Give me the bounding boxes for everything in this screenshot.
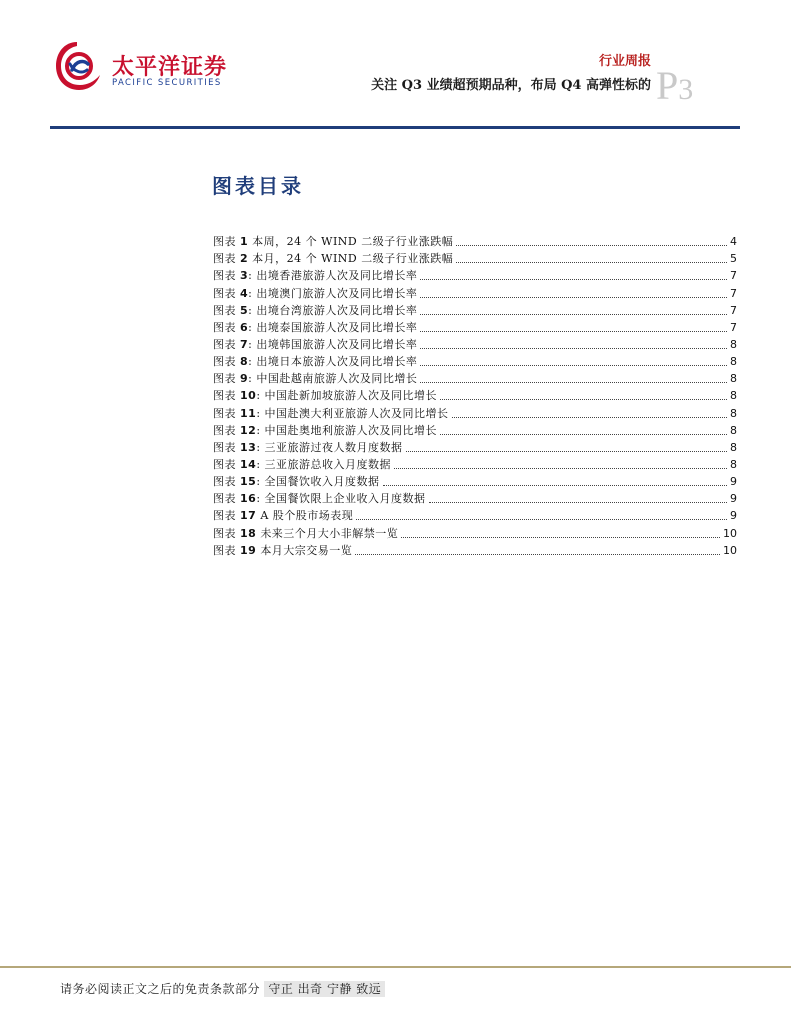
toc-entry-text: 中国赴越南旅游人次及同比增长 (256, 372, 418, 386)
toc-entry-separator: : (256, 457, 265, 471)
pacific-securities-logo-icon (52, 38, 102, 94)
toc-entry-leader-dots (440, 433, 727, 435)
toc-entry-number: 8 (240, 355, 249, 369)
toc-entry-prefix: 图表 (213, 337, 236, 351)
page-mark-number: 3 (678, 73, 694, 106)
toc-entry-prefix: 图表 (213, 252, 236, 266)
toc-entry-prefix: 图表 (213, 269, 236, 283)
toc-entry-leader-dots (383, 484, 727, 486)
toc-entry-separator: : (248, 372, 257, 386)
toc-entry-text: 中国赴奥地利旅游人次及同比增长 (264, 423, 438, 437)
toc-entry-leader-dots (406, 450, 727, 452)
toc-entry-prefix: 图表 (213, 286, 236, 300)
toc-entry-label (213, 321, 417, 335)
toc-entry-prefix: 图表 (213, 235, 236, 249)
toc-entry-number: 14 (240, 457, 257, 471)
toc-entry-label (213, 509, 353, 523)
toc-entry-label (213, 304, 417, 318)
toc-entry[interactable] (213, 352, 737, 369)
toc-entry-number: 9 (240, 372, 249, 386)
toc-entry[interactable] (213, 266, 737, 283)
toc-entry-page: 7 (730, 303, 737, 317)
page-mark-letter: P (656, 63, 679, 108)
toc-entry-leader-dots (420, 313, 727, 315)
toc-entry-leader-dots (420, 381, 727, 383)
toc-entry-number: 18 (240, 526, 257, 540)
page-number-mark (656, 62, 693, 109)
toc-entry-leader-dots (420, 347, 727, 349)
toc-entry-page: 9 (730, 509, 737, 523)
toc-entry-page: 7 (730, 286, 737, 300)
toc-title: 图表目录 (212, 174, 304, 198)
toc-entry[interactable] (213, 301, 737, 318)
toc-entry-separator: : (256, 406, 265, 420)
toc-entry-prefix: 图表 (213, 303, 236, 317)
toc-entry-separator: : (248, 269, 257, 283)
toc-entry-text: 出境澳门旅游人次及同比增长率 (256, 286, 418, 300)
toc-entry-leader-dots (394, 467, 727, 469)
toc-entry-prefix: 图表 (213, 320, 236, 334)
toc-entry-prefix: 图表 (213, 406, 236, 420)
toc-entry-number: 12 (240, 423, 257, 437)
toc-entry-text: 全国餐饮限上企业收入月度数据 (264, 492, 426, 506)
toc-entry-leader-dots (420, 330, 727, 332)
toc-entry[interactable] (213, 421, 737, 438)
toc-entry-leader-dots (456, 244, 727, 246)
toc-entry-leader-dots (420, 296, 727, 298)
toc-entry-page: 8 (730, 457, 737, 471)
toc-entry-page: 8 (730, 389, 737, 403)
toc-entry-prefix: 图表 (213, 355, 236, 369)
toc-entry-text: 本月，24 个 WIND 二级子行业涨跌幅 (252, 252, 454, 266)
toc-entry-prefix: 图表 (213, 543, 236, 557)
toc-entry-label (213, 269, 417, 283)
report-subtitle: 关注 Q3 业绩超预期品种，布局 Q4 高弹性标的 (371, 78, 651, 93)
toc-entry-text: 本周，24 个 WIND 二级子行业涨跌幅 (252, 235, 454, 249)
toc-entry[interactable] (213, 541, 737, 558)
logo-name-cn: 太平洋证券 (112, 55, 228, 80)
toc-entry[interactable] (213, 472, 737, 489)
toc-entry-separator: : (256, 492, 265, 506)
toc-entry-prefix: 图表 (213, 509, 236, 523)
company-logo (52, 38, 232, 98)
toc-entry[interactable] (213, 318, 737, 335)
toc-entry-prefix: 图表 (213, 475, 236, 489)
toc-entry-number: 6 (240, 320, 249, 334)
toc-entry[interactable] (213, 369, 737, 386)
toc-entry-leader-dots (356, 518, 727, 520)
toc-entry-leader-dots (420, 364, 727, 366)
toc-entry-page: 8 (730, 372, 737, 386)
toc-entry-number: 15 (240, 475, 257, 489)
toc-entry-page: 7 (730, 269, 737, 283)
toc-entry-leader-dots (429, 501, 727, 503)
toc-entry[interactable] (213, 232, 737, 249)
toc-entry-page: 8 (730, 406, 737, 420)
toc-entry-label (213, 475, 380, 489)
toc-entry[interactable] (213, 438, 737, 455)
toc-entry-leader-dots (401, 536, 720, 538)
footer (60, 980, 385, 997)
toc-entry-text: 出境泰国旅游人次及同比增长率 (256, 320, 418, 334)
toc-entry-page: 10 (723, 543, 737, 557)
toc-entry-prefix: 图表 (213, 526, 236, 540)
toc-entry-text: 未来三个月大小非解禁一览 (260, 526, 399, 540)
toc-entry-number: 17 (240, 509, 257, 523)
toc-entry-number: 4 (240, 286, 249, 300)
toc-entry-text: 中国赴澳大利亚旅游人次及同比增长 (264, 406, 449, 420)
toc-entry[interactable] (213, 249, 737, 266)
toc-entry-text: 本月大宗交易一览 (260, 543, 353, 557)
toc-entry-number: 3 (240, 269, 249, 283)
toc-entry-label (213, 235, 453, 249)
toc-entry-label (213, 407, 449, 421)
toc-entry-separator: : (256, 440, 265, 454)
toc-entry-separator: : (248, 286, 257, 300)
toc-entry-label (213, 355, 417, 369)
toc-entry-separator: : (248, 355, 257, 369)
footer-disclaimer: 请务必阅读正文之后的免责条款部分 (60, 982, 261, 996)
toc-entry-label (213, 389, 437, 403)
toc-entry-label (213, 338, 417, 352)
toc-entry-prefix: 图表 (213, 389, 236, 403)
toc-entry-separator: : (256, 475, 265, 489)
toc-entry-prefix: 图表 (213, 423, 236, 437)
toc-entry-page: 8 (730, 355, 737, 369)
toc-entry-text: 中国赴新加坡旅游人次及同比增长 (264, 389, 438, 403)
toc-entry-text: 出境日本旅游人次及同比增长率 (256, 355, 418, 369)
report-type: 行业周报 (598, 54, 651, 69)
toc-entry-number: 1 (240, 235, 249, 249)
toc-entry-label (213, 544, 352, 558)
toc-entry-page: 9 (730, 475, 737, 489)
toc-entry-label (213, 424, 437, 438)
header-divider (50, 126, 740, 129)
toc-entry[interactable] (213, 455, 737, 472)
toc-entry-label (213, 527, 398, 541)
toc-entry-label (213, 287, 417, 301)
toc-entry-label (213, 372, 417, 386)
toc-entry-number: 2 (240, 252, 249, 266)
toc-entry-prefix: 图表 (213, 372, 236, 386)
toc-entry-label (213, 252, 453, 266)
toc-entry-label (213, 492, 426, 506)
logo-name-en: PACIFIC SECURITIES (112, 78, 222, 88)
toc-entry-separator: : (256, 423, 265, 437)
toc-entry-leader-dots (440, 398, 727, 400)
toc-entry-number: 5 (240, 303, 249, 317)
toc-entry-page: 5 (730, 252, 737, 266)
toc-entry-leader-dots (452, 416, 727, 418)
toc-entry-number: 19 (240, 543, 257, 557)
toc-entry[interactable] (213, 403, 737, 420)
toc-entry-label (213, 441, 403, 455)
toc-list (213, 232, 737, 558)
toc-entry[interactable] (213, 506, 737, 523)
toc-entry-leader-dots (420, 278, 727, 280)
toc-entry-page: 8 (730, 423, 737, 437)
toc-entry-text: 三亚旅游总收入月度数据 (264, 457, 392, 471)
toc-entry-text: 全国餐饮收入月度数据 (264, 475, 380, 489)
toc-entry[interactable] (213, 335, 737, 352)
toc-entry[interactable] (213, 523, 737, 540)
toc-entry-number: 10 (240, 389, 257, 403)
toc-entry-page: 8 (730, 440, 737, 454)
toc-entry-separator: : (248, 303, 257, 317)
toc-entry-text: 出境台湾旅游人次及同比增长率 (256, 303, 418, 317)
toc-entry-page: 9 (730, 492, 737, 506)
footer-motto: 守正 出奇 宁静 致远 (264, 981, 385, 997)
toc-entry-text: 出境香港旅游人次及同比增长率 (256, 269, 418, 283)
toc-entry-leader-dots (456, 261, 727, 263)
toc-entry-number: 7 (240, 337, 249, 351)
toc-entry-page: 7 (730, 320, 737, 334)
toc-entry-number: 13 (240, 440, 257, 454)
toc-entry-prefix: 图表 (213, 457, 236, 471)
toc-entry-label (213, 458, 391, 472)
toc-entry-prefix: 图表 (213, 440, 236, 454)
toc-entry-number: 16 (240, 492, 257, 506)
toc-entry-separator: : (248, 320, 257, 334)
toc-entry-text: A 股个股市场表现 (260, 509, 354, 523)
toc-entry-page: 10 (723, 526, 737, 540)
toc-entry-prefix: 图表 (213, 492, 236, 506)
toc-entry-page: 8 (730, 337, 737, 351)
toc-entry-separator: : (248, 337, 257, 351)
toc-entry-number: 11 (240, 406, 257, 420)
toc-entry[interactable] (213, 489, 737, 506)
footer-divider (0, 966, 791, 968)
toc-entry-text: 三亚旅游过夜人数月度数据 (264, 440, 403, 454)
toc-entry-leader-dots (355, 553, 720, 555)
toc-entry[interactable] (213, 283, 737, 300)
toc-entry[interactable] (213, 386, 737, 403)
toc-entry-page: 4 (730, 235, 737, 249)
toc-entry-text: 出境韩国旅游人次及同比增长率 (256, 337, 418, 351)
toc-entry-separator: : (256, 389, 265, 403)
